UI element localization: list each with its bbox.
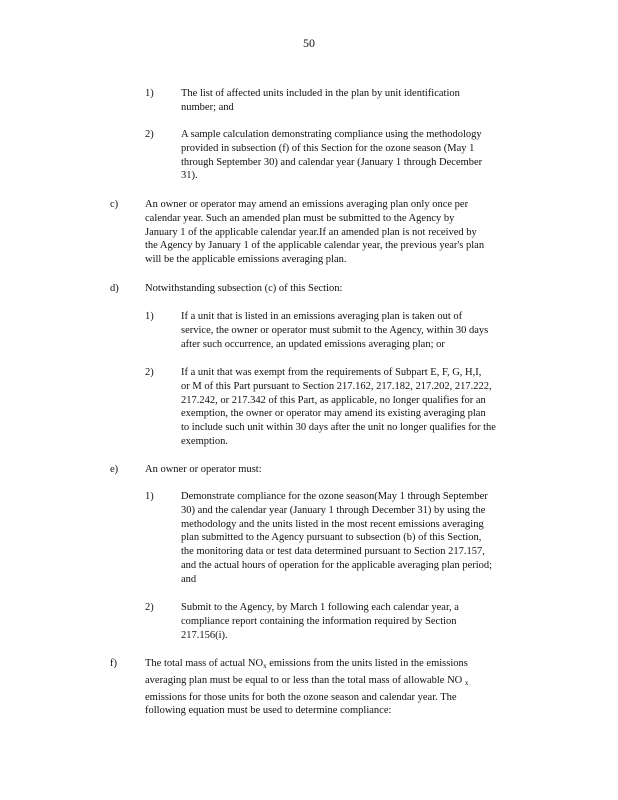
text-line: through September 30) and calendar year (January 1 through December <box>181 156 483 168</box>
paragraph-d <box>145 282 445 296</box>
text-line: number; and <box>181 101 234 113</box>
text-line: or M of this Part pursuant to Section 217.162, 217.182, 217.202, 217.222, <box>181 380 492 392</box>
paragraph-e <box>145 463 345 477</box>
text-line <box>145 657 513 674</box>
text-line: to include such unit within 30 days after the unit no longer qualifies for the <box>181 422 496 434</box>
item-label: 2) <box>145 367 154 378</box>
text-line: after such occurrence, an updated emissions averaging plan; or <box>181 338 445 350</box>
paragraph-c <box>145 198 530 267</box>
text-line: and the actual hours of operation for the applicable averaging plan period; <box>181 559 493 571</box>
text-line: Notwithstanding subsection (c) of this Section: <box>145 283 343 294</box>
text-line: If a unit that was exempt from the requirements of Subpart E, F, G, H,I, <box>181 367 482 378</box>
text-line: calendar year. Such an amended plan must be submitted to the Agency by <box>145 212 455 224</box>
text-line: the Agency by January 1 of the applicable calendar year, the previous year's plan <box>145 240 485 252</box>
subscript-x: x <box>263 662 267 670</box>
paragraph-e2 <box>181 601 501 642</box>
text-line <box>145 674 513 691</box>
text-line: following equation must be used to determine compliance: <box>145 705 392 717</box>
paragraph-d2 <box>181 366 541 449</box>
item-label: 1) <box>145 491 154 502</box>
text-run: averaging plan must be equal to or less than the total mass of allowable NO <box>145 674 463 686</box>
text-line: 217.242, or 217.342 of this Part, as applicable, no longer qualifies for an <box>181 394 486 406</box>
text-line: 31). <box>181 170 198 182</box>
text-line: An owner or operator may amend an emissions averaging plan only once per <box>145 199 469 210</box>
text-line: plan submitted to the Agency pursuant to subsection (b) of this Section, <box>181 532 482 544</box>
text-run: The total mass of actual NO <box>145 658 264 669</box>
item-label: c) <box>110 199 119 210</box>
text-line: exemption. <box>181 435 228 447</box>
paragraph-e1 <box>181 490 533 587</box>
text-line: exemption, the owner or operator may amend its existing averaging plan <box>181 408 486 420</box>
text-line: The list of affected units included in the plan by unit identification <box>181 88 460 99</box>
item-label: 1) <box>145 311 154 322</box>
item-label: d) <box>110 283 119 294</box>
page-number: 50 <box>303 36 315 50</box>
text-line: service, the owner or operator must submit to the Agency, within 30 days <box>181 324 489 336</box>
text-line: Submit to the Agency, by March 1 following each calendar year, a <box>181 602 459 613</box>
text-line: provided in subsection (f) of this Section for the ozone season (May 1 <box>181 142 475 154</box>
text-line: January 1 of the applicable calendar year.If an amended plan is not received by <box>145 226 477 238</box>
text-run: emissions from the units listed in the emissions <box>266 658 468 669</box>
text-line: will be the applicable emissions averaging plan. <box>145 254 347 266</box>
paragraph-b2 <box>181 128 519 183</box>
text-line: compliance report containing the information required by Section <box>181 615 457 627</box>
text-line: emissions for those units for both the ozone season and calendar year. The <box>145 691 457 703</box>
text-line: A sample calculation demonstrating compliance using the methodology <box>181 129 482 140</box>
item-label: f) <box>110 658 117 669</box>
subscript-x: x <box>464 678 469 687</box>
text-line: 217.156(i). <box>181 629 228 641</box>
text-line: methodology and the units listed in the most recent emissions averaging <box>181 518 484 530</box>
text-line: the monitoring data or test data determined pursuant to Section 217.157, <box>181 546 485 558</box>
item-label: 2) <box>145 602 154 613</box>
text-line: An owner or operator must: <box>145 464 262 475</box>
text-line: Demonstrate compliance for the ozone season(May 1 through September <box>181 491 488 502</box>
paragraph-d1 <box>181 310 533 351</box>
item-label: 2) <box>145 129 154 140</box>
item-label: 1) <box>145 88 154 99</box>
item-label: e) <box>110 464 119 475</box>
paragraph-f <box>145 657 513 718</box>
text-line: If a unit that is listed in an emissions averaging plan is taken out of <box>181 311 463 322</box>
text-line: and <box>181 573 197 585</box>
paragraph-b1 <box>181 87 493 115</box>
text-line: 30) and the calendar year (January 1 through December 31) by using the <box>181 504 486 516</box>
